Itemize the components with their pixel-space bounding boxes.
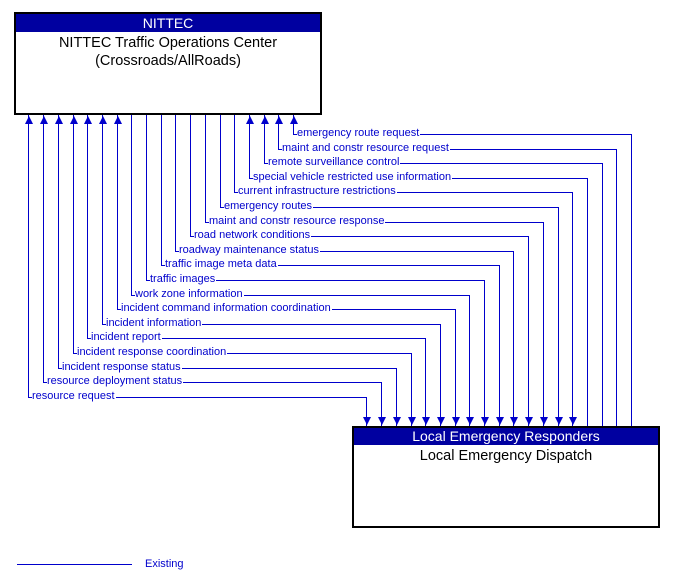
flow-current-infrastructure-restrictions-label: current infrastructure restrictions <box>238 185 396 197</box>
flow-maint-and-constr-resource-request-horizontal-segment <box>450 149 617 150</box>
flow-incident-response-coordination-arrow-down-icon <box>408 417 416 425</box>
flow-special-vehicle-restricted-use-information-horizontal-segment <box>452 178 588 179</box>
flow-emergency-routes-label: emergency routes <box>224 200 313 212</box>
flow-incident-command-information-coordination-bottom-segment <box>455 309 456 426</box>
entity-local-emergency-responders-header: Local Emergency Responders <box>354 428 658 445</box>
flow-resource-request-top-segment <box>28 115 29 398</box>
flow-incident-report-arrow-up-icon <box>84 116 92 124</box>
flow-resource-deployment-status-horizontal-segment <box>183 382 382 383</box>
flow-maint-and-constr-resource-response-horizontal-segment <box>385 222 544 223</box>
flow-incident-information-label: incident information <box>106 317 202 329</box>
flow-resource-request-horizontal-segment <box>116 397 367 398</box>
flow-incident-response-status-arrow-down-icon <box>393 417 401 425</box>
flow-incident-report-horizontal-segment <box>162 338 426 339</box>
flow-work-zone-information-label: work zone information <box>135 288 243 300</box>
flow-emergency-routes-horizontal-segment <box>313 207 559 208</box>
flow-roadway-maintenance-status-top-segment <box>175 115 176 252</box>
flow-resource-request-arrow-up-icon <box>25 116 33 124</box>
flow-resource-deployment-status-arrow-down-icon <box>378 417 386 425</box>
flow-special-vehicle-restricted-use-information-arrow-up-icon <box>246 116 254 124</box>
flow-road-network-conditions-horizontal-segment <box>311 236 529 237</box>
flow-current-infrastructure-restrictions-top-segment <box>234 115 235 193</box>
flow-incident-report-label: incident report <box>91 331 161 343</box>
flow-traffic-images-label: traffic images <box>150 273 216 285</box>
flow-traffic-images-bottom-segment <box>484 280 485 426</box>
flow-work-zone-information-arrow-down-icon <box>466 417 474 425</box>
entity-local-emergency-dispatch <box>352 426 660 528</box>
flow-maint-and-constr-resource-response-top-segment <box>205 115 206 223</box>
flow-incident-information-arrow-up-icon <box>99 116 107 124</box>
flow-incident-response-coordination-arrow-up-icon <box>70 116 78 124</box>
flow-maint-and-constr-resource-response-bottom-segment <box>543 222 544 426</box>
flow-maint-and-constr-resource-request-arrow-up-icon <box>275 116 283 124</box>
legend-existing-label: Existing <box>145 558 184 570</box>
flow-incident-command-information-coordination-horizontal-segment <box>332 309 456 310</box>
flow-resource-deployment-status-label: resource deployment status <box>47 375 183 387</box>
flow-incident-command-information-coordination-arrow-down-icon <box>452 417 460 425</box>
flow-incident-report-bottom-segment <box>425 338 426 426</box>
flow-incident-response-status-horizontal-segment <box>182 368 397 369</box>
flow-emergency-routes-top-segment <box>220 115 221 208</box>
flow-incident-information-horizontal-segment <box>202 324 441 325</box>
flow-emergency-route-request-bottom-segment <box>631 134 632 426</box>
flow-roadway-maintenance-status-arrow-down-icon <box>510 417 518 425</box>
flow-incident-response-status-arrow-up-icon <box>55 116 63 124</box>
flow-traffic-images-arrow-down-icon <box>481 417 489 425</box>
flow-roadway-maintenance-status-horizontal-segment <box>320 251 514 252</box>
flow-incident-response-coordination-label: incident response coordination <box>77 346 227 358</box>
flow-traffic-image-meta-data-bottom-segment <box>499 265 500 426</box>
flow-roadway-maintenance-status-label: roadway maintenance status <box>179 244 320 256</box>
flow-work-zone-information-top-segment <box>131 115 132 296</box>
flow-incident-report-arrow-down-icon <box>422 417 430 425</box>
flow-resource-deployment-status-top-segment <box>43 115 44 383</box>
flow-incident-response-coordination-horizontal-segment <box>227 353 412 354</box>
flow-special-vehicle-restricted-use-information-label: special vehicle restricted use information <box>253 171 452 183</box>
flow-emergency-routes-arrow-down-icon <box>555 417 563 425</box>
flow-resource-request-arrow-down-icon <box>363 417 371 425</box>
flow-maint-and-constr-resource-request-bottom-segment <box>616 149 617 426</box>
flow-road-network-conditions-bottom-segment <box>528 236 529 426</box>
flow-incident-report-top-segment <box>87 115 88 339</box>
flow-roadway-maintenance-status-bottom-segment <box>513 251 514 426</box>
flow-road-network-conditions-label: road network conditions <box>194 229 311 241</box>
entity-nittec-name: NITTEC Traffic Operations Center <box>58 35 278 51</box>
flow-traffic-image-meta-data-top-segment <box>161 115 162 266</box>
flow-special-vehicle-restricted-use-information-top-segment <box>249 115 250 179</box>
flow-current-infrastructure-restrictions-horizontal-segment <box>397 192 573 193</box>
flow-maint-and-constr-resource-request-label: maint and constr resource request <box>282 142 449 154</box>
flow-traffic-image-meta-data-arrow-down-icon <box>496 417 504 425</box>
flow-incident-information-bottom-segment <box>440 324 441 426</box>
flow-incident-response-status-top-segment <box>58 115 59 369</box>
flow-road-network-conditions-top-segment <box>190 115 191 237</box>
flow-resource-request-label: resource request <box>32 390 115 402</box>
flow-current-infrastructure-restrictions-bottom-segment <box>572 192 573 426</box>
flow-special-vehicle-restricted-use-information-bottom-segment <box>587 178 588 426</box>
entity-nittec-traffic-operations-center <box>14 12 322 115</box>
entity-local-emergency-dispatch-name: Local Emergency Dispatch <box>419 448 593 464</box>
flow-emergency-route-request-horizontal-segment <box>420 134 632 135</box>
flow-incident-information-arrow-down-icon <box>437 417 445 425</box>
flow-remote-surveillance-control-bottom-segment <box>602 163 603 426</box>
flow-incident-response-coordination-top-segment <box>73 115 74 354</box>
flow-current-infrastructure-restrictions-arrow-down-icon <box>569 417 577 425</box>
flow-emergency-route-request-label: emergency route request <box>297 127 420 139</box>
flow-incident-command-information-coordination-label: incident command information coordination <box>121 302 331 314</box>
flow-incident-response-status-label: incident response status <box>62 361 181 373</box>
flow-road-network-conditions-arrow-down-icon <box>525 417 533 425</box>
flow-emergency-route-request-arrow-up-icon <box>290 116 298 124</box>
flow-remote-surveillance-control-horizontal-segment <box>400 163 603 164</box>
flow-maint-and-constr-resource-response-label: maint and constr resource response <box>209 215 385 227</box>
flow-resource-deployment-status-arrow-up-icon <box>40 116 48 124</box>
flow-emergency-routes-bottom-segment <box>558 207 559 426</box>
flow-traffic-images-top-segment <box>146 115 147 281</box>
legend-existing-line <box>17 564 132 565</box>
flow-traffic-image-meta-data-label: traffic image meta data <box>165 258 277 270</box>
flow-remote-surveillance-control-label: remote surveillance control <box>268 156 400 168</box>
flow-incident-command-information-coordination-top-segment <box>117 115 118 310</box>
flow-traffic-images-horizontal-segment <box>216 280 485 281</box>
entity-nittec-subname: (Crossroads/AllRoads) <box>95 53 241 69</box>
flow-remote-surveillance-control-arrow-up-icon <box>261 116 269 124</box>
flow-incident-response-coordination-bottom-segment <box>411 353 412 426</box>
entity-nittec-header: NITTEC <box>16 14 320 32</box>
flow-work-zone-information-horizontal-segment <box>244 295 470 296</box>
flow-incident-information-top-segment <box>102 115 103 325</box>
flow-traffic-image-meta-data-horizontal-segment <box>278 265 500 266</box>
flow-maint-and-constr-resource-response-arrow-down-icon <box>540 417 548 425</box>
flow-incident-command-information-coordination-arrow-up-icon <box>114 116 122 124</box>
flow-work-zone-information-bottom-segment <box>469 295 470 426</box>
